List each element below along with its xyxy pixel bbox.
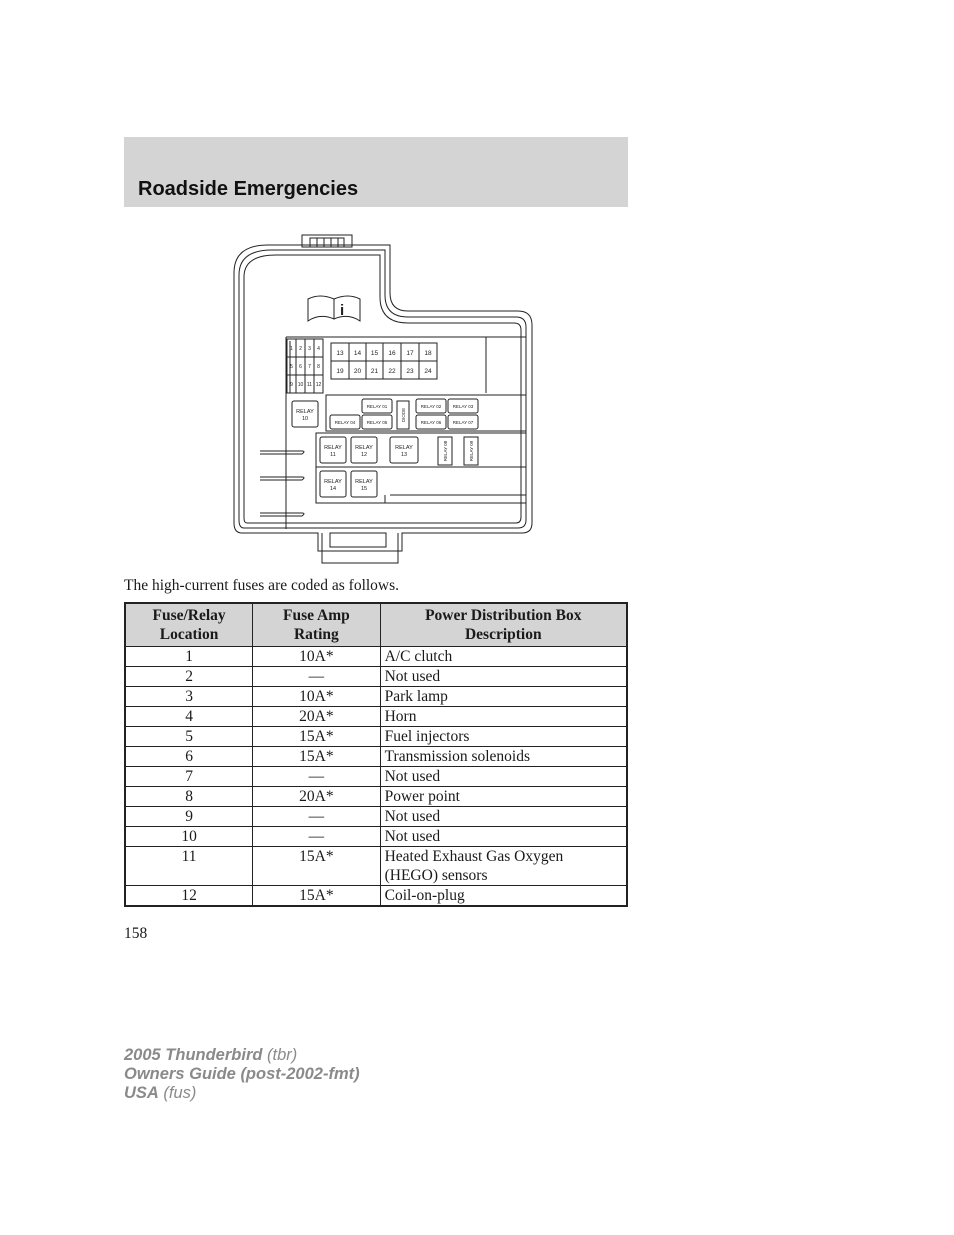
cell-description: Horn	[380, 707, 627, 727]
relay-label: RELAY 08	[443, 440, 448, 462]
fuse-label: 4	[317, 346, 320, 352]
fuse-label: 7	[308, 364, 311, 370]
cell-amp: 15A*	[253, 747, 380, 767]
table-row	[125, 707, 627, 727]
fuse-label: 3	[308, 346, 311, 352]
header-description: Power Distribution Box Description	[380, 603, 627, 647]
fuse-label: 19	[336, 368, 344, 375]
cell-amp: —	[253, 767, 380, 787]
fuse-label: 12	[315, 382, 322, 388]
table-row	[125, 787, 627, 807]
fuse-label: 17	[406, 350, 414, 357]
fuse-table	[124, 602, 628, 907]
fuse-label: 18	[424, 350, 432, 357]
diode-label: DIODE	[401, 407, 406, 423]
cell-description: Power point	[380, 787, 627, 807]
section-title: Roadside Emergencies	[138, 178, 359, 200]
page-number: 158	[124, 925, 148, 942]
fuse-label: 21	[370, 368, 379, 375]
relay-label: RELAY	[324, 479, 342, 485]
cell-amp: —	[253, 827, 380, 847]
relay-label: 12	[360, 452, 368, 458]
fuse-label: 24	[424, 368, 432, 375]
cell-description: Fuel injectors	[380, 727, 627, 747]
cell-description: Park lamp	[380, 687, 627, 707]
table-row	[125, 827, 627, 847]
relay-label: RELAY	[395, 445, 413, 451]
cell-location: 12	[125, 886, 253, 907]
cell-description: Not used	[380, 827, 627, 847]
cell-location: 4	[125, 707, 253, 727]
relay-label: RELAY 04	[334, 420, 356, 425]
relay-label: RELAY	[296, 409, 314, 415]
cell-location: 7	[125, 767, 253, 787]
table-row	[125, 747, 627, 767]
fuse-label: 14	[353, 350, 362, 357]
cell-location: 3	[125, 687, 253, 707]
cell-location: 8	[125, 787, 253, 807]
cell-amp: —	[253, 667, 380, 687]
cell-description: Not used	[380, 767, 627, 787]
table-row	[125, 727, 627, 747]
fuse-label: 22	[388, 368, 396, 375]
cell-amp: 10A*	[253, 687, 380, 707]
cell-amp: 20A*	[253, 787, 380, 807]
fuse-label: 8	[317, 364, 320, 370]
relay-label: RELAY	[355, 479, 373, 485]
info-icon: i	[340, 302, 345, 319]
relay-label: 13	[400, 452, 408, 458]
cell-description: Transmission solenoids	[380, 747, 627, 767]
cell-location: 10	[125, 827, 253, 847]
fuse-label: 16	[388, 350, 396, 357]
table-row	[125, 886, 627, 907]
table-row	[125, 687, 627, 707]
relay-label: RELAY 05	[366, 420, 388, 425]
cell-location: 6	[125, 747, 253, 767]
fuse-box-diagram	[230, 233, 540, 566]
relay-label: 14	[329, 486, 337, 492]
table-row	[125, 847, 627, 886]
cell-amp: 15A*	[253, 727, 380, 747]
relay-label: RELAY 01	[366, 404, 388, 409]
relay-label: 15	[360, 486, 368, 492]
fuse-label: 1	[290, 346, 293, 352]
cell-description: A/C clutch	[380, 647, 627, 667]
relay-label: 10	[301, 416, 309, 422]
document-footer: 2005 Thunderbird (tbr) Owners Guide (post-2002-fmt) USA (fus)	[124, 1046, 360, 1102]
relay-label: RELAY 02	[420, 404, 442, 409]
relay-label: 11	[330, 452, 336, 458]
table-row	[125, 667, 627, 687]
cell-amp: 10A*	[253, 647, 380, 667]
relay-label: RELAY 03	[452, 404, 474, 409]
fuse-label: 13	[336, 350, 344, 357]
fuse-label: 5	[290, 364, 293, 370]
cell-description: Not used	[380, 667, 627, 687]
fuse-label: 20	[353, 368, 362, 375]
table-row	[125, 767, 627, 787]
fuse-label: 2	[299, 346, 302, 352]
cell-amp: 20A*	[253, 707, 380, 727]
header-location: Fuse/Relay Location	[125, 603, 253, 647]
intro-text: The high-current fuses are coded as follows.	[124, 577, 400, 594]
fuse-label: 10	[297, 382, 304, 388]
fuse-label: 9	[290, 382, 293, 388]
cell-description: Coil-on-plug	[380, 886, 627, 907]
header-amp-rating: Fuse Amp Rating	[253, 603, 380, 647]
relay-label: RELAY	[355, 445, 373, 451]
cell-amp: 15A*	[253, 886, 380, 907]
cell-location: 11	[125, 847, 253, 886]
table-row	[125, 647, 627, 667]
cell-location: 2	[125, 667, 253, 687]
relay-label: RELAY 09	[469, 440, 474, 462]
cell-amp: 15A*	[253, 847, 380, 886]
section-header	[124, 137, 628, 207]
relay-label: RELAY	[324, 445, 342, 451]
cell-location: 1	[125, 647, 253, 667]
fuse-label: 11	[306, 382, 313, 388]
cell-description: Heated Exhaust Gas Oxygen (HEGO) sensors	[380, 847, 627, 886]
cell-location: 5	[125, 727, 253, 747]
cell-amp: —	[253, 807, 380, 827]
table-row	[125, 807, 627, 827]
cell-location: 9	[125, 807, 253, 827]
relay-label: RELAY 07	[452, 420, 474, 425]
fuse-label: 6	[299, 364, 302, 370]
fuse-label: 15	[370, 350, 379, 357]
fuse-label: 23	[406, 368, 414, 375]
cell-description: Not used	[380, 807, 627, 827]
table-header-row	[125, 603, 627, 647]
relay-label: RELAY 06	[420, 420, 442, 425]
